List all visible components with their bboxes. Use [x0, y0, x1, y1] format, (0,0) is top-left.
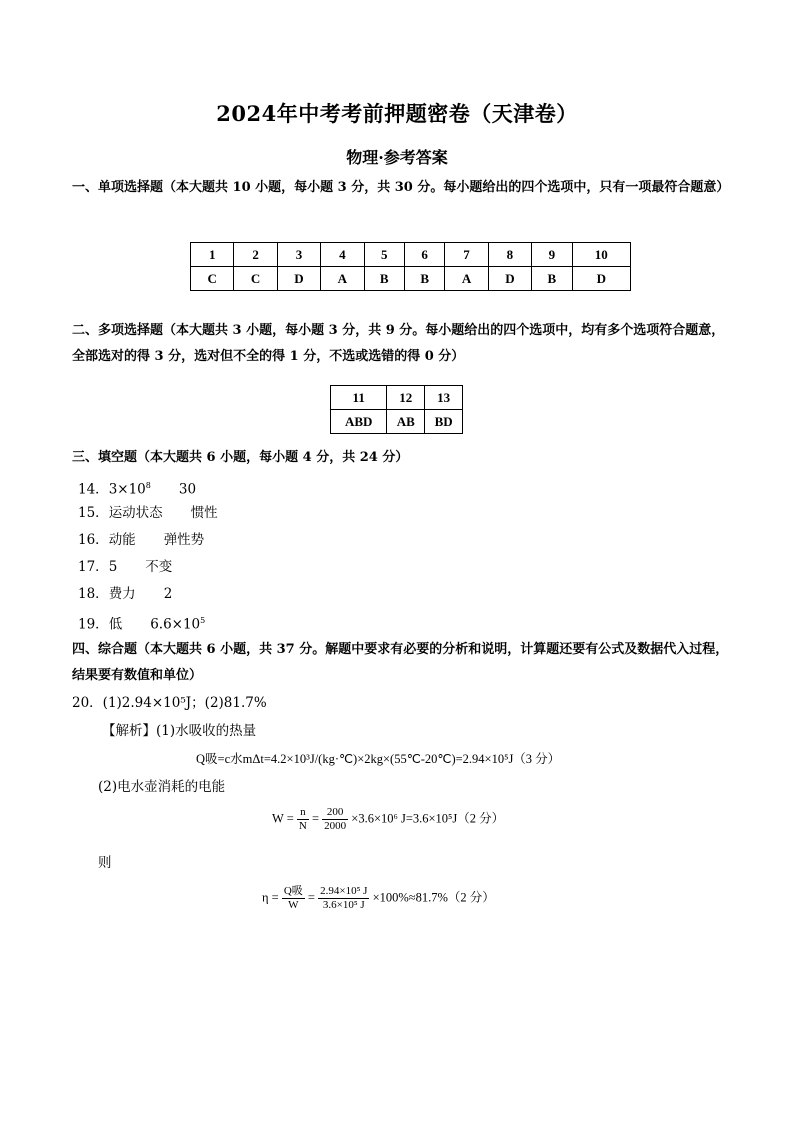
fraction-denominator: 3.6×10⁵ J	[322, 899, 365, 911]
table-cell: 2	[234, 243, 277, 267]
table-cell: 4	[321, 243, 364, 267]
table-cell: B	[364, 267, 404, 291]
answer-a: 费力	[108, 586, 136, 602]
fill-answer-14	[78, 476, 196, 500]
fill-answer-17	[78, 557, 172, 577]
answer-a: 运动状态	[108, 505, 163, 521]
fraction	[318, 885, 369, 912]
table-cell: 9	[532, 243, 572, 267]
section2-heading: 二、多项选择题（本大题共 3 小题，每小题 3 分，共 9 分。每小题给出的四个选项中，均有多个选项符合题意，全部选对的得 3 分，选对但不全的得 1 分，不选或选错的得 0 分）	[72, 323, 725, 364]
q20-then-label: 则	[98, 855, 112, 871]
answer-a: 低	[108, 616, 123, 633]
answer-b: 不变	[145, 559, 173, 575]
page-title: 2024年中考考前押题密卷（天津卷）	[216, 101, 578, 126]
table-cell: 8	[488, 243, 531, 267]
answer-b: 2	[163, 586, 173, 602]
q20-part2-label: (2)电水壶消耗的电能	[98, 779, 226, 795]
table-cell: 13	[425, 386, 463, 410]
table-cell: 5	[364, 243, 404, 267]
table-cell: D	[277, 267, 320, 291]
table-cell: C	[234, 267, 277, 291]
answer-b: 30	[178, 481, 197, 498]
fraction-numerator: Q吸	[283, 885, 303, 897]
equals-sign: =	[311, 811, 323, 826]
section2-answer-table	[330, 385, 463, 434]
answer-a: 动能	[108, 532, 136, 548]
table-cell: B	[532, 267, 572, 291]
table-cell: 11	[331, 386, 387, 410]
answer-b-exponent: 5	[200, 616, 206, 625]
fraction-denominator: W	[288, 899, 299, 911]
section1-answer-table	[190, 242, 631, 291]
page-subtitle: 物理·参考答案	[346, 148, 448, 167]
table-cell: ABD	[331, 410, 387, 434]
equation-lhs: W =	[272, 811, 297, 826]
question-number: 14．	[78, 481, 109, 498]
question-number: 18．	[78, 586, 109, 602]
table-cell: 12	[387, 386, 425, 410]
fraction-numerator: 2.94×10⁵ J	[320, 885, 368, 897]
section1-heading: 一、单项选择题（本大题共 10 小题，每小题 3 分，共 30 分。每小题给出的四个选项中，只有一项最符合题意）	[72, 180, 730, 195]
equation-lhs: η =	[262, 890, 282, 905]
table-cell: 3	[277, 243, 320, 267]
equation-rhs: ×100%≈81.7%（2 分）	[372, 890, 495, 905]
question-number: 16．	[78, 532, 109, 548]
section1-answer-row	[191, 267, 631, 291]
fraction-denominator: N	[298, 820, 307, 832]
answer-a: 3×10	[108, 481, 146, 498]
question-number: 17．	[78, 559, 109, 575]
table-cell: B	[404, 267, 444, 291]
equation-rhs: ×3.6×10⁶ J=3.6×10⁵J（2 分）	[351, 811, 505, 826]
question-number: 19．	[78, 616, 109, 633]
answer-b: 惯性	[190, 505, 218, 521]
answer-a-exponent: 8	[145, 481, 151, 490]
q20-equation-energy	[272, 806, 504, 833]
fraction-numerator: n	[297, 806, 309, 820]
table-cell: A	[321, 267, 364, 291]
fraction-numerator: 200	[322, 806, 348, 820]
table-cell: AB	[387, 410, 425, 434]
q20-equation-efficiency	[262, 885, 495, 912]
q20-answer: 20．(1)2.94×10⁵J；(2)81.7%	[72, 695, 267, 711]
table-cell: 1	[191, 243, 234, 267]
fill-answer-16	[78, 530, 204, 550]
fraction	[322, 806, 348, 833]
answer-b: 弹性势	[163, 532, 205, 548]
section3-heading: 三、填空题（本大题共 6 小题，每小题 4 分，共 24 分）	[72, 450, 409, 465]
answer-a: 5	[108, 559, 118, 575]
fill-answer-19	[78, 611, 205, 635]
table-cell: 6	[404, 243, 444, 267]
table-cell: D	[572, 267, 630, 291]
table-cell: 10	[572, 243, 630, 267]
table-cell: 7	[445, 243, 488, 267]
equals-sign: =	[307, 890, 319, 905]
fraction-denominator: 2000	[324, 820, 347, 832]
fraction	[297, 806, 309, 833]
table-cell: D	[488, 267, 531, 291]
question-number: 15．	[78, 505, 109, 521]
q20-equation-heat: Q吸=c水mΔt=4.2×10³J/(kg·℃)×2kg×(55℃-20℃)=2.94×10⁵J（3 分）	[196, 752, 561, 766]
table-cell: C	[191, 267, 234, 291]
section1-number-row	[191, 243, 631, 267]
fill-answer-18	[78, 584, 172, 604]
table-cell: BD	[425, 410, 463, 434]
table-cell: A	[445, 267, 488, 291]
fraction	[282, 885, 305, 912]
fill-answer-15	[78, 503, 218, 523]
section4-heading: 四、综合题（本大题共 6 小题，共 37 分。解题中要求有必要的分析和说明，计算题还要有公式及数据代入过程，结果要有数值和单位）	[72, 642, 729, 683]
answer-b: 6.6×10	[150, 616, 201, 633]
section2-number-row	[331, 386, 463, 410]
section2-answer-row	[331, 410, 463, 434]
q20-analysis-label: 【解析】(1)水吸收的热量	[102, 723, 257, 739]
